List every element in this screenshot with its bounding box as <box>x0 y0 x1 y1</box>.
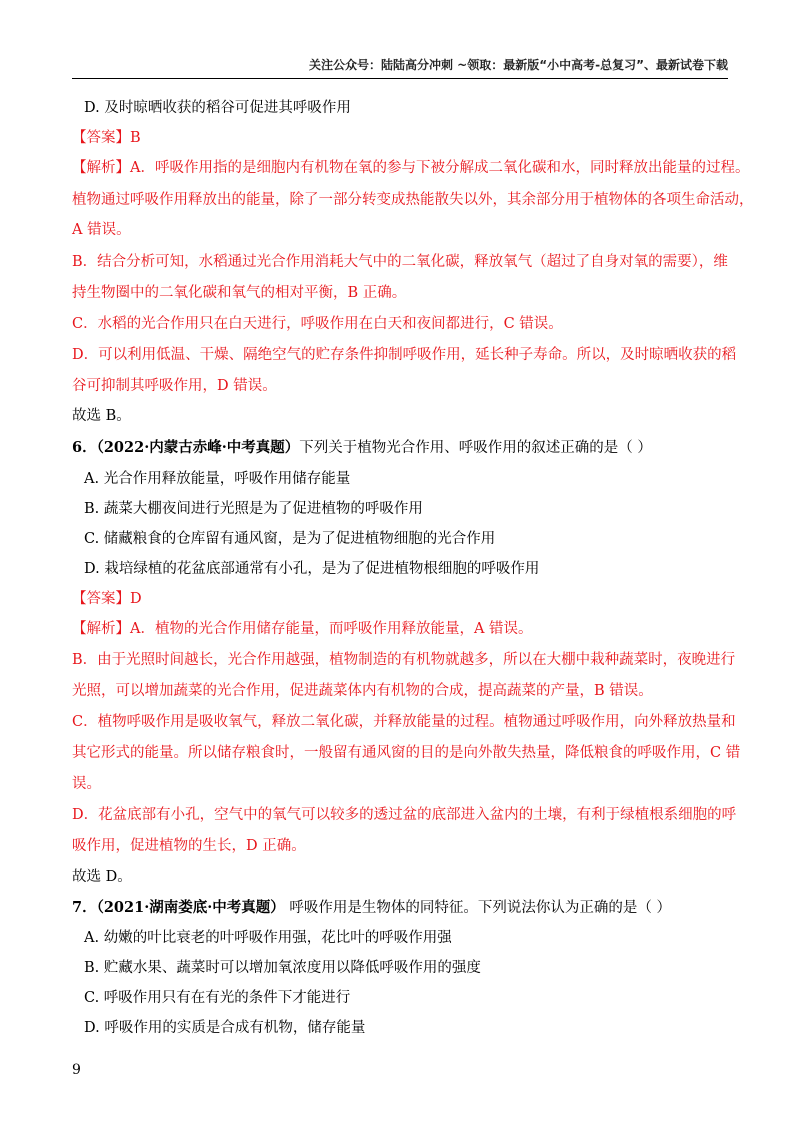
q5-analysis-line: D．可以利用低温、干燥、隔绝空气的贮存条件抑制呼吸作用，延长种子寿命。所以，及时晾晒收获的稻 <box>72 347 737 363</box>
q5-analysis-line: B．结合分析可知，水稻通过光合作用消耗大气中的二氧化碳，释放氧气（超过了自身对氧的需要），维 <box>72 254 728 270</box>
q5-option-d: D. 及时晾晒收获的稻谷可促进其呼吸作用 <box>84 100 351 116</box>
q7-option-d: D. 呼吸作用的实质是合成有机物，储存能量 <box>84 1020 366 1036</box>
page-header: 关注公众号：陆陆高分冲刺 ~领取：最新版“小中高考-总复习”、最新试卷下载 <box>309 58 728 72</box>
q6-analysis-line: 误。 <box>72 776 101 792</box>
q7-option-a: A. 幼嫩的叶比衰老的叶呼吸作用强，花比叶的呼吸作用强 <box>84 930 452 946</box>
q6-analysis-line: 吸作用，促进植物的生长，D 正确。 <box>72 838 306 854</box>
q5-analysis-line: C．水稻的光合作用只在白天进行，呼吸作用在白天和夜间都进行，C 错误。 <box>72 316 563 332</box>
q5-analysis-line: 植物通过呼吸作用释放出的能量，除了一部分转变成热能散失以外，其余部分用于植物体的各项生命活动， <box>72 192 754 208</box>
q6-analysis-line: 光照，可以增加蔬菜的光合作用，促进蔬菜体内有机物的合成，提高蔬菜的产量，B 错误。 <box>72 683 653 699</box>
q6-option-a: A. 光合作用释放能量，呼吸作用储存能量 <box>84 471 351 487</box>
q7-option-c: C. 呼吸作用只有在有光的条件下才能进行 <box>84 990 351 1006</box>
q6-analysis-line: B．由于光照时间越长，光合作用越强，植物制造的有机物就越多，所以在大棚中栽种蔬菜时，夜晚进行 <box>72 652 736 668</box>
q6-question: 下列关于植物光合作用、呼吸作用的叙述正确的是（ ） <box>299 440 652 456</box>
q7-question: 呼吸作用是生物体的同特征。下列说法你认为正确的是（ ） <box>284 900 672 916</box>
q5-analysis-line: 持生物圈中的二氧化碳和氧气的相对平衡，B 正确。 <box>72 285 407 301</box>
q6-option-c: C. 储藏粮食的仓库留有通风窗，是为了促进植物细胞的光合作用 <box>84 531 496 547</box>
q6-answer: 【答案】D <box>72 591 142 607</box>
q6-option-d: D. 栽培绿植的花盆底部通常有小孔，是为了促进植物根细胞的呼吸作用 <box>84 561 540 577</box>
q7-number: 7． <box>72 899 97 916</box>
q6-analysis-line: D．花盆底部有小孔，空气中的氧气可以较多的透过盆的底部进入盆内的土壤，有利于绿植根系细胞的呼 <box>72 807 737 823</box>
header-divider <box>72 78 728 79</box>
q6-analysis-line: C．植物呼吸作用是吸收氧气，释放二氧化碳，并释放能量的过程。植物通过呼吸作用，向外释放热量和 <box>72 714 736 730</box>
page-number: 9 <box>72 1062 81 1078</box>
q6-analysis-line: 其它形式的能量。所以储存粮食时，一般留有通风窗的目的是向外散失热量，降低粮食的呼吸作用，C 错 <box>72 745 741 761</box>
q6-stem <box>72 438 740 458</box>
q7-option-b: B. 贮藏水果、蔬菜时可以增加氧浓度用以降低呼吸作用的强度 <box>84 960 481 976</box>
q7-source: （2021·湖南娄底·中考真题） <box>96 899 285 916</box>
q5-answer: 【答案】B <box>72 130 141 146</box>
q6-conclusion: 故选 D。 <box>72 869 132 885</box>
q6-analysis-line: 【解析】A．植物的光合作用储存能量，而呼吸作用释放能量，A 错误。 <box>72 621 533 637</box>
q6-source: （2022·内蒙古赤峰·中考真题） <box>96 439 300 456</box>
q7-stem <box>72 898 740 918</box>
q6-option-b: B. 蔬菜大棚夜间进行光照是为了促进植物的呼吸作用 <box>84 501 423 517</box>
q5-analysis-line: 谷可抑制其呼吸作用，D 错误。 <box>72 378 277 394</box>
q5-analysis-line: 【解析】A．呼吸作用指的是细胞内有机物在氧的参与下被分解成二氧化碳和水，同时释放出能量的过程。 <box>72 160 750 176</box>
q6-number: 6． <box>72 439 97 456</box>
q5-analysis-line: A 错误。 <box>72 222 131 238</box>
q5-conclusion: 故选 B。 <box>72 408 131 424</box>
